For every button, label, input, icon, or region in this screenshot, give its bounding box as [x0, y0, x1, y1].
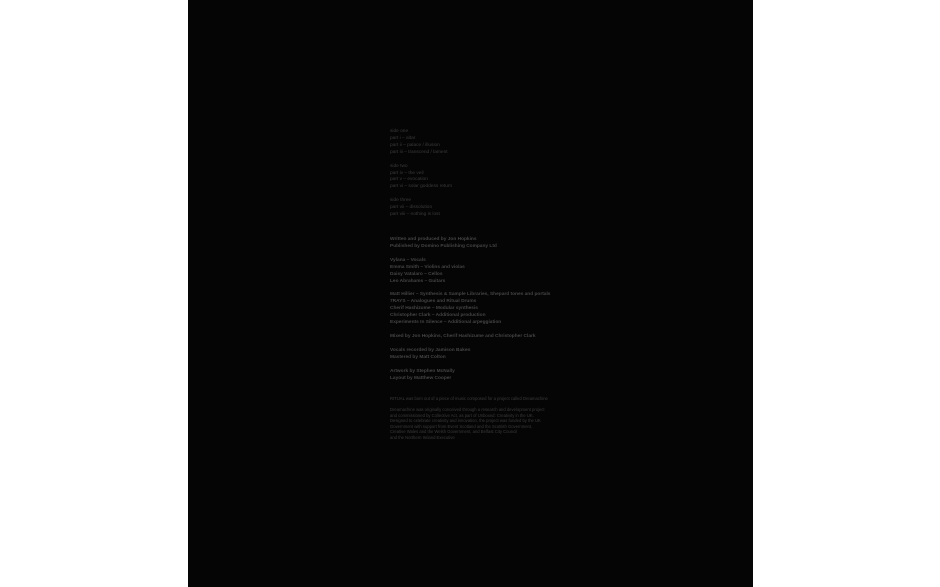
track-item: part v – evocation	[390, 177, 428, 183]
published-credit: Published by Domino Publishing Company Ltd	[390, 243, 497, 249]
contributor-credit: Christopher Clark – Additional production	[390, 313, 486, 319]
spacer	[390, 362, 590, 369]
artwork-credit: Artwork by Stephen McNally	[390, 368, 455, 374]
spacer	[390, 382, 590, 396]
performer-credit: Vylana – Vocals	[390, 257, 426, 263]
spacer	[390, 327, 590, 334]
dreamachine-note-line: Designed to celebrate creativity and innovation, the project was funded by the UK	[390, 418, 541, 424]
contributor-credit: 7RAYS – Analogues and Ritual Drums	[390, 299, 477, 305]
track-item: part i – altar	[390, 135, 416, 141]
spacer	[390, 341, 590, 348]
track-item: part iii – transcend / lament	[390, 149, 448, 155]
spacer	[390, 157, 590, 164]
contributor-credit: Experiments In Silence – Additional arpeggiation	[390, 320, 502, 326]
track-item: part iv – the veil	[390, 170, 424, 176]
credits-text-block	[390, 129, 590, 441]
written-credit: Written and produced by Jon Hopkins	[390, 236, 477, 242]
side-one-heading: side one	[390, 129, 409, 134]
track-item: part viii – nothing is lost	[390, 212, 440, 218]
dreamachine-note-line: and commissioned by Collective Act, as part of Unboxed: Creativity in the UK.	[390, 412, 534, 418]
dreamachine-note-line: Creative Wales and the Welsh Government, and Belfast City Council	[390, 429, 518, 435]
performer-credit: Daisy Vatalaro – Cellos	[390, 271, 443, 277]
contributor-credit: Matt Hillier – Synthesis & Sample Libraries, Shepard tones and portals	[390, 292, 551, 298]
recording-credit: Vocals recorded by Jamison Baken	[390, 347, 471, 353]
layout-credit: Layout by Matthew Cooper	[390, 375, 452, 381]
spacer	[390, 191, 590, 198]
track-item: part vii – dissolution	[390, 205, 433, 211]
contributor-credit: Cherif Hashizume – Modular synthesis	[390, 306, 478, 312]
spacer	[390, 251, 590, 258]
side-two-heading: side two	[390, 163, 408, 169]
track-item: part vi – solar goddess return	[390, 184, 453, 190]
dreamachine-note-line: and the Northern Ireland Executive	[390, 435, 455, 441]
performer-credit: Leo Abrahams – Guitars	[390, 278, 446, 284]
mixed-credit: Mixed by Jon Hopkins, Cherif Hashizume and Christopher Clark	[390, 333, 536, 339]
mastering-credit: Mastered by Matt Colton	[390, 354, 446, 360]
dreamachine-note-line: Government with support from Event Scotland and the Scottish Government,	[390, 423, 533, 429]
album-sleeve	[188, 0, 753, 587]
performer-credit: Emma Smith – Violins and violas	[390, 264, 465, 270]
track-item: part ii – palace / illusion	[390, 142, 440, 148]
dreamachine-note-line: Dreamachine was originally conceived through a research and development project	[390, 407, 545, 413]
spacer	[390, 219, 590, 237]
ritual-note: RITUAL was born out of a piece of music composed for a project called Dreamachine	[390, 396, 548, 402]
side-three-heading: side three	[390, 198, 412, 204]
